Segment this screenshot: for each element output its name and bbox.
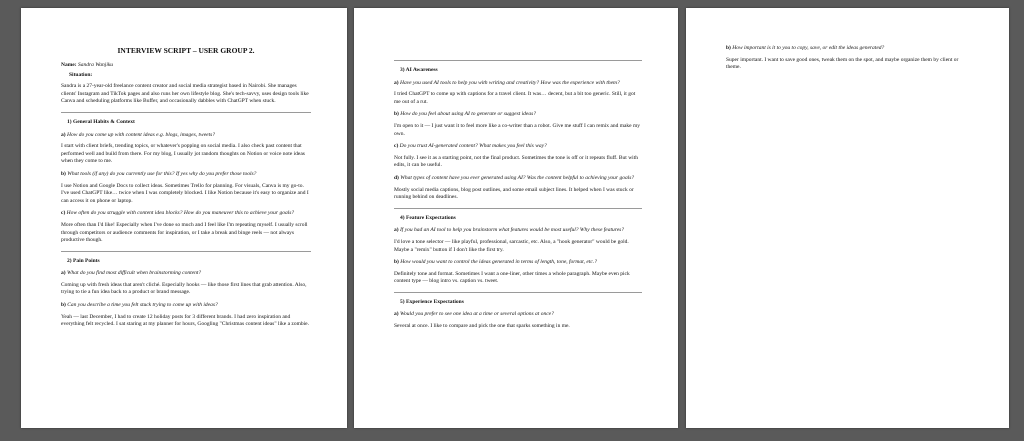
- question-text: Can you describe a time you felt stuck trying to come up with ideas?: [67, 302, 218, 309]
- question: [394, 259, 642, 267]
- question: [726, 45, 973, 53]
- answer: I'm open to it — I just want it to feel more like a co-writer than a robot. Give me stuff I can remix and make my own.: [394, 122, 641, 137]
- question-text: How often do you struggle with content idea blocks? How do you maneuver this to achieve your goals?: [66, 210, 295, 217]
- question-label: a): [394, 79, 399, 86]
- answer: Coming up with fresh ideas that aren't cliché. Especially hooks — like those first lines that grab attention. Also, trying to tie a fun idea back to a product or brand message.: [61, 281, 307, 296]
- answer: I start with client briefs, trending topics, or whatever's popping on social media. I also check past content that performed well and build from there. For my blog, I usually jot random thoughts on Notion or voice note ideas when they come to me.: [61, 143, 305, 165]
- answer: Definitely tone and format. Sometimes I want a one-liner, other times a whole paragraph. Maybe even pick content type — blog intro vs. caption vs. tweet.: [394, 270, 630, 285]
- question: [61, 132, 311, 140]
- section-heading-ai-awareness: 3) AI Awareness: [400, 67, 438, 73]
- question: [394, 175, 642, 183]
- page-2-content: [394, 54, 642, 336]
- page-1-content: [61, 46, 311, 334]
- question: [61, 210, 311, 218]
- question-label: c): [61, 210, 66, 217]
- answer: Yeah — last December, I had to create 12 holiday posts for 3 different brands. I had zero inspiration and everything felt recycled. I sat staring at my planner for hours, Googling "Christmas content ideas" like a zombie.: [61, 313, 309, 328]
- document-title: INTERVIEW SCRIPT – USER GROUP 2.: [117, 46, 255, 55]
- question-label: b): [61, 302, 66, 309]
- question: [61, 171, 311, 179]
- question-text: How do you feel about using AI to generate or suggest ideas?: [400, 111, 536, 118]
- answer: Super important. I want to save good ones, tweak them on the spot, and maybe organize them by client or theme.: [726, 56, 959, 71]
- question-text: What tools (if any) do you currently use for this? If yes why do you prefer those tools?: [67, 170, 257, 177]
- answer: More often than I'd like! Especially when I've done so much and I feel like I'm repeating myself. I usually scroll through competitors or audience comments for inspiration, or I take a break and binge reels — not always productive though.: [61, 221, 308, 244]
- question-label: b): [394, 259, 399, 266]
- question-label: a): [394, 227, 399, 234]
- question-label: a): [61, 131, 66, 138]
- question-label: a): [394, 311, 399, 318]
- question: [394, 80, 642, 88]
- divider: [61, 251, 311, 252]
- name-label: Name: [61, 62, 75, 68]
- question: [394, 143, 642, 151]
- document-page-3: [686, 8, 1009, 428]
- name-value: Sandra Wanjiku: [77, 62, 114, 68]
- question-label: c): [394, 143, 399, 150]
- question-text: What do you find most difficult when brainstorming content?: [66, 270, 202, 277]
- question-text: Do you trust AI-generated content? What makes you feel this way?: [399, 143, 547, 150]
- question-text: How important is it to you to copy, save, or edit the ideas generated?: [732, 45, 885, 51]
- answer: I'd love a tone selector — like playful, professional, sarcastic, etc. Also, a "hook generator" would be gold. Maybe a "remix" button if I don't like the first try.: [394, 238, 629, 253]
- divider: [394, 60, 642, 61]
- question-label: b): [726, 45, 731, 51]
- question-label: b): [394, 111, 399, 118]
- question-text: Have you used AI tools to help you with writing and creativity? How was the experience with them?: [399, 79, 620, 86]
- question-text: How would you want to control the ideas generated in terms of length, tone, format, etc.?: [400, 259, 597, 266]
- name-line: Name: Sandra Wanjiku: [61, 62, 114, 68]
- question-label: b): [61, 170, 66, 177]
- question-text: Would you prefer to see one idea at a time or several options at once?: [399, 311, 554, 318]
- question-label: a): [61, 270, 66, 277]
- answer: I use Notion and Google Docs to collect ideas. Sometimes Trello for planning. For visuals, Canva is my go-to. I've used ChatGPT like… twice when I was completely blocked. I like Notion because it's easy to organize and I can access it on phone or laptop.: [61, 182, 309, 204]
- page-3-content: [726, 45, 973, 77]
- section-heading-general-habits: 1) General Habits & Context: [67, 118, 135, 125]
- situation-text: Sandra is a 27-year-old freelance content creator and social media strategist based in Nairobi. She manages clients' Instagram and TikTok pages and also runs her own lifestyle blog. She's tech-savvy, uses design tools like Canva and scheduling platforms like Buffer, and occasionally dabbles with ChatGPT when stuck.: [61, 83, 309, 105]
- question-text: What types of content have you ever generated using AI? Was the content helpful to achieving your goals?: [400, 174, 635, 181]
- question: [394, 227, 642, 235]
- answer: I tried ChatGPT to come up with captions for a travel client. It was… decent, but a bit too generic. Still, it got me out of a rut.: [394, 91, 636, 105]
- answer: Several at once. I like to compare and pick the one that sparks something in me.: [394, 323, 570, 330]
- question: [394, 311, 642, 319]
- situation-label: Situation:: [69, 71, 93, 78]
- question: [394, 111, 642, 119]
- answer: Mostly social media captions, blog post outlines, and some email subject lines. It helped when I was stuck or running behind on deadlines.: [394, 186, 634, 201]
- question: [61, 270, 311, 278]
- document-page-1: [21, 8, 347, 428]
- section-heading-feature-expectations: 4) Feature Expectations: [400, 214, 456, 221]
- divider: [394, 208, 642, 209]
- divider: [394, 292, 642, 293]
- section-heading-experience-expectations: 5) Experience Expectations: [400, 298, 464, 305]
- document-page-2: [354, 8, 678, 428]
- question-text: How do you come up with content ideas e.g. blogs, images, tweets?: [66, 131, 215, 138]
- question: [61, 302, 311, 310]
- section-heading-pain-points: 2) Pain Points: [67, 257, 100, 264]
- answer: Not fully. I see it as a starting point, not the final product. Sometimes the tone is off or it repeats fluff. But with edits, it can be useful.: [394, 154, 638, 169]
- divider: [61, 112, 311, 113]
- question-text: If you had an AI tool to help you brainstorm what features would be most useful? Why these features?: [399, 227, 625, 234]
- question-label: d): [394, 174, 399, 181]
